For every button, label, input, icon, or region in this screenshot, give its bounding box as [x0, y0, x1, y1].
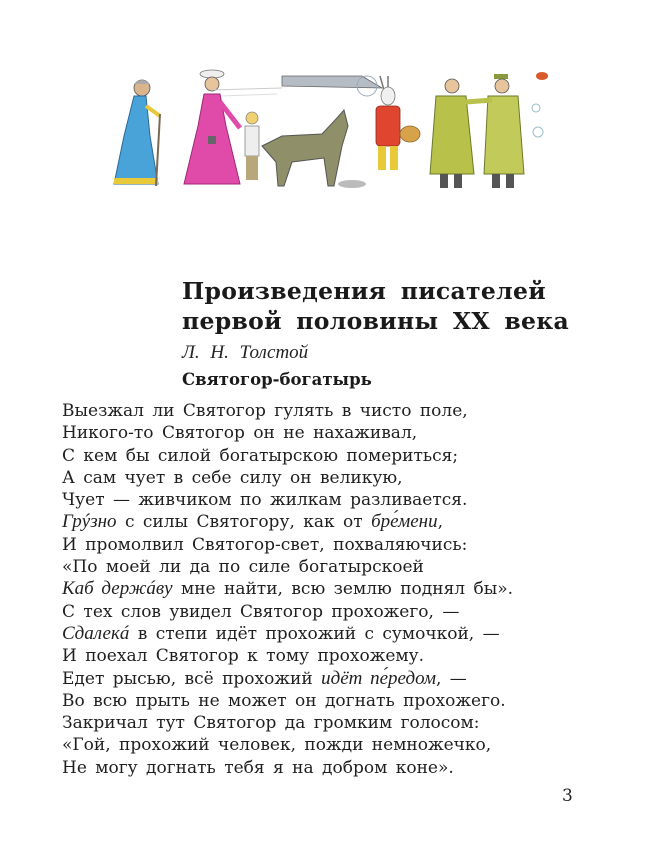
poem-line — [62, 668, 622, 690]
poem-line — [62, 690, 622, 712]
poem-text: в степи идёт прохожий с сумочкой, — — [129, 623, 500, 644]
poem-text: с силы Святогору, как от — [116, 512, 372, 533]
poem-line — [62, 645, 622, 667]
poem-line — [62, 601, 622, 623]
poem-line — [62, 623, 622, 645]
bird-snowflakes-figure — [532, 72, 548, 137]
poem-text: Закричал тут Святогор да громким голосом: — [62, 713, 480, 734]
poem-line — [62, 489, 622, 511]
boy-figure — [245, 112, 259, 180]
poem-text: Чует — живчиком по жилкам разливается. — [62, 490, 468, 511]
poem-text: С тех слов увидел Святогор прохожего, — — [62, 601, 460, 622]
poem-text: А сам чует в себе силу он великую, — [62, 467, 403, 488]
poem-line — [62, 734, 622, 756]
poem-line — [62, 757, 622, 779]
poem-text: И промолвил Святогор-свет, похваляючись: — [62, 534, 468, 555]
poem-line — [62, 578, 622, 600]
airplane-figure — [212, 76, 382, 96]
italic-gloss-word: идёт пе́редом — [321, 667, 436, 689]
poem-line — [62, 445, 622, 467]
italic-gloss-word: бре́мени — [371, 511, 438, 533]
poem-text: мне найти, всю землю поднял бы». — [172, 579, 514, 600]
poem-line — [62, 422, 622, 444]
goat-figure — [376, 76, 420, 170]
heading-line-2: первой половины XX века — [182, 307, 570, 335]
poem-text: , — — [436, 668, 467, 689]
soldiers-figure — [430, 74, 524, 188]
poem-text: Во всю прыть не может он догнать прохожего. — [62, 690, 506, 711]
characters-illustration-icon — [62, 66, 562, 194]
poem-text: И поехал Святогор к тому прохожему. — [62, 646, 425, 667]
lady-figure — [184, 70, 240, 184]
poem-line — [62, 467, 622, 489]
poem-text: , — [437, 512, 443, 533]
poem-line — [62, 712, 622, 734]
poem-text: Не могу догнать тебя я на добром коне». — [62, 757, 454, 778]
italic-gloss-word: Грýзно — [62, 511, 117, 533]
wolf-figure — [262, 110, 366, 188]
poem-text: Никого-то Святогор он не нахаживал, — [62, 423, 418, 444]
old-woman-figure — [114, 80, 160, 186]
heading-line-1: Произведения писателей — [182, 277, 547, 305]
section-heading — [182, 276, 602, 336]
header-illustration — [62, 66, 562, 194]
poem-line — [62, 400, 622, 422]
italic-gloss-word: Сдалекá — [62, 622, 130, 644]
poem-line — [62, 534, 622, 556]
poem-text: Едет рысью, всё прохожий — [62, 668, 322, 689]
page-number: 3 — [562, 786, 573, 806]
poem-text: Выезжал ли Святогор гулять в чисто поле, — [62, 401, 468, 421]
poem-title: Святогор-богатырь — [182, 370, 372, 389]
poem-line — [62, 511, 622, 533]
poem-line — [62, 556, 622, 578]
poem-body — [62, 400, 622, 779]
poem-text: С кем бы силой богатырскою помериться; — [62, 445, 459, 466]
italic-gloss-word: Каб держáву — [62, 578, 173, 600]
author-name: Л. Н. Толстой — [182, 342, 309, 363]
poem-text: «Гой, прохожий человек, пожди немножечко, — [62, 735, 492, 756]
poem-text: «По моей ли да по силе богатырскоей — [62, 557, 424, 578]
